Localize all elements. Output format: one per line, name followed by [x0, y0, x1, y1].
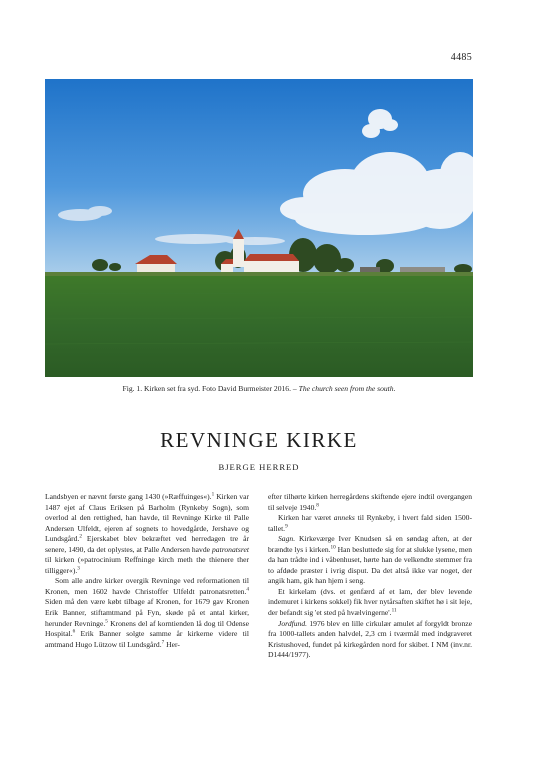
text-run: Kirkeværge Iver Knudsen så en søndag aften, at der brændte lys i kirken. [268, 534, 472, 554]
text-run: Erik Banner solgte samme år kirkerne videre til amtmand Hugo Lützow til Lundsgård. [45, 629, 249, 649]
footnote-ref: 4 [246, 586, 249, 593]
footnote-ref: 3 [77, 565, 80, 572]
paragraph [268, 587, 472, 619]
church-photo [45, 79, 473, 377]
text-column-left [45, 492, 249, 650]
page-title: REVNINGE KIRKE [160, 428, 358, 452]
text-run: Landsbyen er nævnt første gang 1430 (»Ræffuinges«). [45, 492, 212, 501]
text-run: Her- [164, 639, 180, 649]
text-run: Siden må den være købt tilbage af Kronen, for 1679 gav Kronen Erik Banner, stiftamtmand på Fyn, skøde på et antal kirker, herunder Revninge. [45, 597, 249, 628]
text-run: til Rynkeby, i hvert fald siden 1500-tallet. [268, 513, 472, 533]
italic-term: anneks [333, 513, 355, 523]
text-run: Kirken var 1487 ejet af Claus Eriksen på Barholm (Rynkeby Sogn), som overlod al den rettighed, han havde, til Revninge Kirke til Palle Andersen Ulfeldt, ejeren af sognets to hovedgårde, Jershave og Lundsgård. [45, 492, 249, 544]
text-run: Som alle andre kirker overgik Revninge ved reformationen til Kronen, men 1602 havde Christoffer Ulfeldt patronatsretten. [45, 576, 249, 596]
page-subtitle: BJERGE HERRED [218, 462, 300, 472]
paragraph [45, 492, 249, 576]
footnote-ref: 8 [316, 502, 319, 509]
text-run: til kirken (»patrocinium Reffninge kirch meth the thienere ther tilligger«). [45, 555, 249, 575]
caption-danish: Fig. 1. Kirken set fra syd. Foto David Burmeister 2016. – [122, 384, 299, 393]
footnote-ref: 7 [161, 639, 165, 646]
text-run: Han besluttede sig for at slukke lysene, men da han trådte ind i våbenhuset, hørte han de velkendte stemmer fra to afdøde præster i ivrig disput. Da det altså ikke var noget, der angik ham, gik han hjem i seng. [268, 544, 472, 586]
paragraph [45, 576, 249, 650]
text-run: Kirken har været [278, 513, 334, 523]
caption-english: The church seen from the south. [298, 384, 396, 393]
paragraph [268, 619, 472, 661]
page-number: 4485 [450, 52, 472, 63]
text-run: 1976 blev en lille cirkulær amulet af forgyldt bronze fra 1000-tallets anden halvdel, 2,3 cm i tværmål med indgraveret Kristushoved, fundet på kirkegården nord for skibet. I NM (inv.nr. D1444/1977). [268, 618, 472, 660]
paragraph [268, 492, 472, 513]
text-run: Ejerskabet blev bekræftet ved herredagen tre år senere, 1490, da det oplystes, at Palle Andersen havde [45, 534, 249, 554]
paragraph [268, 534, 472, 587]
section-heading-inline: Jordfund. [278, 618, 308, 628]
footnote-ref: 2 [79, 533, 82, 540]
text-run: Et kirkelam (dvs. et genfærd af et lam, der blev levende indemuret i kirkens sokkel) fik hver nytårsaften skiftet hø i sit leje, der befandt sig 'et sted på hvælvingerne'. [268, 586, 472, 618]
footnote-ref: 9 [285, 523, 288, 530]
footnote-ref: 6 [72, 628, 76, 635]
section-heading-inline: Sagn. [278, 534, 296, 544]
italic-term: patronatsret [212, 544, 249, 554]
text-column-right [268, 492, 472, 661]
footnote-ref: 11 [391, 607, 397, 614]
photo-caption [45, 384, 473, 394]
text-run: efter tilhørte kirken herregårdens skiftende ejere indtil overgangen til selveje 1940. [268, 492, 472, 512]
footnote-ref: 5 [105, 618, 108, 625]
footnote-ref: 1 [211, 491, 215, 498]
footnote-ref: 10 [330, 544, 336, 551]
text-run: Kronens del af korntienden lå dog til Odense Hospital. [45, 618, 250, 639]
paragraph [268, 513, 472, 534]
